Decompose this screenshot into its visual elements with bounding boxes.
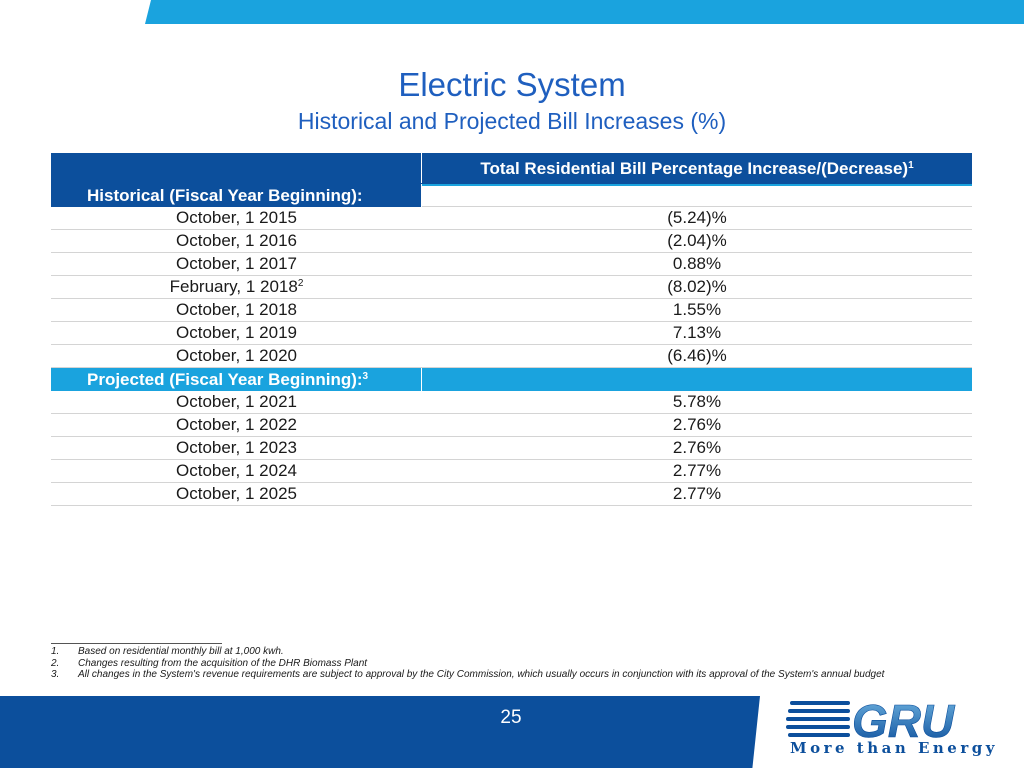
footer-band	[0, 696, 760, 768]
column-header: Total Residential Bill Percentage Increase/(Decrease)$^1$	[480, 159, 914, 178]
date-cell: October, 1 2020	[176, 346, 297, 365]
table-row	[51, 322, 972, 345]
logo-swoosh-lines	[786, 701, 850, 737]
date-cell: October, 1 2023	[176, 438, 297, 457]
projected-section-label: Projected (Fiscal Year Beginning):$^3$	[51, 368, 422, 391]
table-row	[51, 414, 972, 437]
value-cell: (5.24)%	[667, 208, 727, 227]
value-cell: 0.88%	[672, 254, 722, 273]
value-cell: 2.76%	[672, 438, 722, 457]
footnote-item: 2. Changes resulting from the acquisition of the DHR Biomass Plant	[51, 657, 368, 669]
date-cell: October, 1 2024	[176, 461, 297, 480]
value-cell: 2.77%	[672, 461, 722, 480]
footnote-divider	[51, 643, 222, 644]
page-number: 25	[500, 707, 522, 728]
logo-tagline: More than Energy	[790, 739, 998, 757]
value-cell: 5.78%	[672, 392, 722, 411]
page-title: Electric System	[398, 66, 626, 103]
footnote-item: 3. All changes in the System's revenue requirements are subject to approval by the City Commission, which usually occurs in conjunction with its approval of the System's annual budget	[51, 669, 885, 680]
table-row	[51, 276, 972, 299]
date-cell: October, 1 2015	[176, 208, 297, 227]
value-cell: 2.76%	[672, 415, 722, 434]
value-cell: (6.46)%	[667, 346, 727, 365]
value-cell: 1.55%	[672, 300, 722, 319]
table-row	[51, 391, 972, 414]
footnote-item: 1. Based on residential monthly bill at 1,000 kwh.	[51, 646, 284, 657]
date-cell: October, 1 2018	[176, 300, 297, 319]
logo-wordmark: GRU	[852, 697, 955, 747]
date-cell: October, 1 2022	[176, 415, 297, 434]
table-row	[51, 299, 972, 322]
date-cell: October, 1 2016	[176, 231, 297, 250]
value-cell: (2.04)%	[667, 231, 727, 250]
value-cell: 7.13%	[672, 323, 722, 342]
page-subtitle: Historical and Projected Bill Increases (%)	[297, 108, 727, 134]
table-row	[51, 483, 972, 506]
table-row	[51, 207, 972, 230]
table-row	[51, 437, 972, 460]
projected-section-row	[51, 368, 972, 391]
date-cell: October, 1 2019	[176, 323, 297, 342]
table-row	[51, 345, 972, 368]
value-cell: 2.77%	[672, 484, 722, 503]
bill-increase-table	[51, 153, 972, 506]
date-cell: February, 1 2018$^2$	[169, 277, 304, 296]
footnote-ref: 2	[297, 278, 304, 289]
table-row	[51, 253, 972, 276]
historical-section-label: Historical (Fiscal Year Beginning):	[51, 184, 422, 207]
table-row	[51, 460, 972, 483]
value-cell: (8.02)%	[667, 277, 727, 296]
top-accent-band	[145, 0, 1024, 24]
table-row	[51, 230, 972, 253]
footnotes	[51, 646, 981, 681]
header-blank-cell	[51, 153, 422, 183]
table-header-row	[51, 153, 972, 184]
date-cell: October, 1 2025	[176, 484, 297, 503]
date-cell: October, 1 2021	[176, 392, 297, 411]
historical-section-row	[51, 184, 972, 207]
date-cell: October, 1 2017	[176, 254, 297, 273]
